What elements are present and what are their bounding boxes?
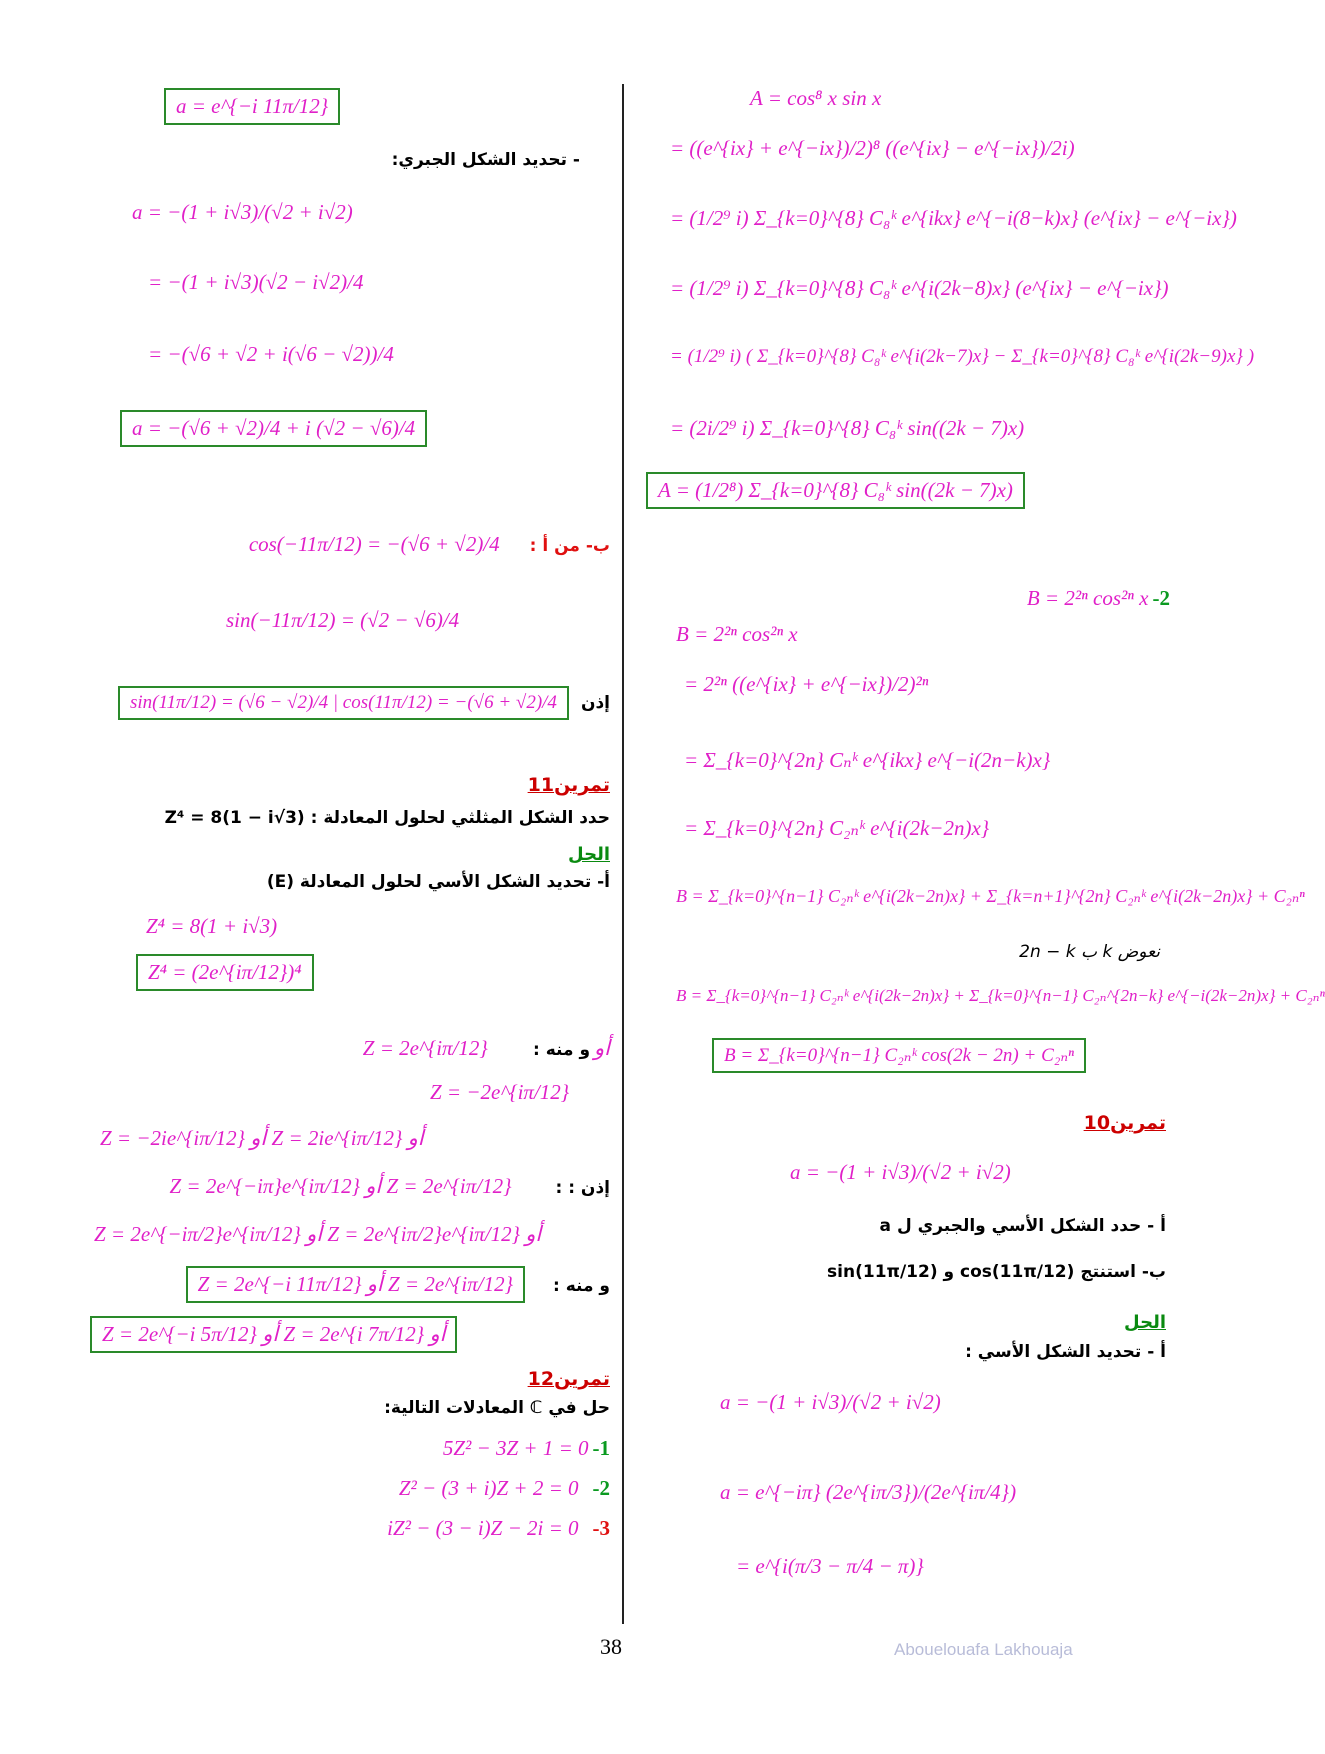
ex12-eq2: Z² − (3 + i)Z + 2 = 0: [398, 1476, 579, 1500]
trig-results: sin(11π/12) = (√6 − √2)/4 | cos(11π/12) = −(√6 + √2)/4: [118, 686, 569, 720]
part2-header: [640, 586, 1170, 611]
ex12-eq2-row: [90, 1476, 610, 1501]
right-column: [640, 80, 1325, 1620]
ex12-eq3-row: [90, 1516, 610, 1541]
eq-b-restate: B = 2²ⁿ cos²ⁿ x: [676, 622, 798, 646]
author-watermark: Abouelouafa Lakhouaja: [894, 1640, 1073, 1659]
part-b-label: [530, 536, 610, 556]
exercise-12-heading: تمرين12: [527, 1368, 610, 1390]
ex11-question: حدد الشكل المثلثي لحلول المعادلة : Z⁴ = 8(1 − i√3): [164, 808, 610, 828]
ex11-roots-i: Z = −2ie^{iπ/12} أو Z = 2ie^{iπ/12} أو: [100, 1126, 424, 1150]
alg-result: a = −(√6 + √2)/4 + i (√2 − √6)/4: [120, 410, 427, 447]
ex10-question-a: أ - حدد الشكل الأسي والجبري ل a: [879, 1216, 1166, 1236]
ex12-eq1: 5Z² − 3Z + 1 = 0: [442, 1436, 589, 1460]
left-column: [90, 80, 610, 1620]
ex10-a-exp-simplified: = e^{i(π/3 − π/4 − π)}: [736, 1554, 924, 1578]
ex11-final-2: Z = 2e^{−i 5π/12} أو Z = 2e^{i 7π/12} أو: [90, 1316, 457, 1353]
ex12-eq1-num: -1: [592, 1436, 610, 1460]
ex12-eq3-num: -3: [592, 1516, 610, 1540]
ex10-part-a-title: أ - تحديد الشكل الأسي :: [965, 1342, 1166, 1362]
ex11-roots-4: Z = 2e^{−iπ/2}e^{iπ/12} أو Z = 2e^{iπ/2}e^{iπ/12} أو: [94, 1222, 542, 1246]
substitution-note: نعوض k ب 2n − k: [1019, 942, 1160, 962]
algebraic-form-title: - تحديد الشكل الجبري:: [391, 150, 580, 170]
eq-b-def: B = 2²ⁿ cos²ⁿ x: [1026, 586, 1149, 610]
eq-b-split: B = Σ_{k=0}^{n−1} C₂ₙᵏ e^{i(2k−2n)x} + Σ_{k=n+1}^{2n} C₂ₙᵏ e^{i(2k−2n)x} + C₂ₙⁿ: [676, 886, 1305, 906]
eq-b-sum1: = Σ_{k=0}^{2n} Cₙᵏ e^{ikx} e^{−i(2n−k)x}: [684, 748, 1051, 772]
alg-result-box: [120, 410, 610, 447]
ex11-root2: Z = −2e^{iπ/12}: [430, 1080, 570, 1104]
ex11-roots-3: Z = 2e^{−iπ}e^{iπ/12} أو Z = 2e^{iπ/12}: [169, 1174, 512, 1198]
ex11-final-row1: [90, 1266, 610, 1303]
cos-neg-value: cos(−11π/12) = −(√6 + √2)/4: [248, 532, 500, 556]
therefore-label-2: إذن : :: [555, 1178, 610, 1198]
ex11-z4-box: [136, 954, 610, 991]
ex12-eq1-row: [90, 1436, 610, 1461]
column-divider: [622, 84, 624, 1624]
part2-number: -2: [1152, 586, 1170, 610]
ex10-exp-result: a = e^{−i 11π/12}: [164, 88, 340, 125]
eq-b-result-box: [712, 1038, 1170, 1073]
ex10-exp-result-box: [164, 88, 610, 125]
eq-a-sum4: = (2i/2⁹ i) Σ_{k=0}^{8} C₈ᵏ sin((2k − 7)x): [670, 416, 1025, 440]
alg-step2: = −(1 + i√3)(√2 − i√2)/4: [148, 270, 364, 294]
eq-a-sum3: = (1/2⁹ i) ( Σ_{k=0}^{8} C₈ᵏ e^{i(2k−7)x} − Σ_{k=0}^{8} C₈ᵏ e^{i(2k−9)x} ): [670, 346, 1255, 367]
eq-a-def: A = cos⁸ x sin x: [750, 86, 882, 110]
alg-step3: = −(√6 + √2 + i(√6 − √2))/4: [148, 342, 394, 366]
eq-a-expanded: = ((e^{ix} + e^{−ix})/2)⁸ ((e^{ix} − e^{−ix})/2i): [670, 136, 1075, 160]
ex11-final-row2: [90, 1316, 610, 1353]
sin-neg-value: sin(−11π/12) = (√2 − √6)/4: [226, 608, 460, 632]
eq-b-substituted: B = Σ_{k=0}^{n−1} C₂ₙᵏ e^{i(2k−2n)x} + Σ_{k=0}^{n−1} C₂ₙ^{2n−k} e^{−i(2k−2n)x} + C₂ₙⁿ: [676, 986, 1325, 1005]
eq-b-sum2: = Σ_{k=0}^{2n} C₂ₙᵏ e^{i(2k−2n)x}: [684, 816, 990, 840]
ex10-a-exp: a = e^{−iπ} (2e^{iπ/3})/(2e^{iπ/4}): [720, 1480, 1017, 1504]
exercise-11-heading: تمرين11: [527, 774, 610, 796]
eq-a-sum1: = (1/2⁹ i) Σ_{k=0}^{8} C₈ᵏ e^{ikx} e^{−i(8−k)x} (e^{ix} − e^{−ix}): [670, 206, 1237, 230]
ex11-part-a-title: أ- تحديد الشكل الأسي لحلول المعادلة (E): [266, 872, 610, 892]
part-b-cos: [90, 532, 610, 557]
ex11-root1-row: [90, 1036, 610, 1061]
eq-b-expanded: = 2²ⁿ ((e^{ix} + e^{−ix})/2)²ⁿ: [684, 672, 929, 696]
ex12-eq3: iZ² − (3 − i)Z − 2i = 0: [387, 1516, 579, 1540]
ex10-solution-label: الحل: [1124, 1312, 1166, 1333]
hence-label-2: و منه :: [553, 1276, 610, 1296]
ex10-a-def: a = −(1 + i√3)/(√2 + i√2): [790, 1160, 1011, 1184]
therefore-label: إذن: [580, 693, 610, 713]
alg-step1: a = −(1 + i√3)/(√2 + i√2): [132, 200, 353, 224]
eq-b-result: B = Σ_{k=0}^{n−1} C₂ₙᵏ cos(2k − 2n) + C₂ₙⁿ: [712, 1038, 1086, 1073]
ex11-root1: Z = 2e^{iπ/12} أو: [362, 1036, 610, 1060]
ex10-question-b: ب- استنتج cos(11π/12) و sin(11π/12): [827, 1262, 1166, 1282]
trig-results-row: [90, 686, 610, 720]
hence-label-1: و منه :: [533, 1040, 591, 1060]
page-number: 38: [600, 1634, 622, 1659]
ex11-roots-row3: [90, 1174, 610, 1199]
ex10-a-restate: a = −(1 + i√3)/(√2 + i√2): [720, 1390, 941, 1414]
eq-a-result: A = (1/2⁸) Σ_{k=0}^{8} C₈ᵏ sin((2k − 7)x): [646, 472, 1025, 509]
ex12-eq2-num: -2: [592, 1476, 610, 1500]
ex12-question: حل في ℂ المعادلات التالية:: [384, 1398, 610, 1418]
ex11-z4-exp: Z⁴ = (2e^{iπ/12})⁴: [136, 954, 314, 991]
part-b-label-text: ب- من أ :: [529, 536, 610, 556]
eq-a-sum2: = (1/2⁹ i) Σ_{k=0}^{8} C₈ᵏ e^{i(2k−8)x} (e^{ix} − e^{−ix}): [670, 276, 1169, 300]
ex11-z4: Z⁴ = 8(1 + i√3): [146, 914, 278, 938]
eq-a-result-box: [646, 472, 1170, 509]
ex11-final-1: Z = 2e^{−i 11π/12} أو Z = 2e^{iπ/12}: [186, 1266, 525, 1303]
ex11-solution-label: الحل: [568, 844, 610, 865]
exercise-10-heading: تمرين10: [1083, 1112, 1166, 1134]
